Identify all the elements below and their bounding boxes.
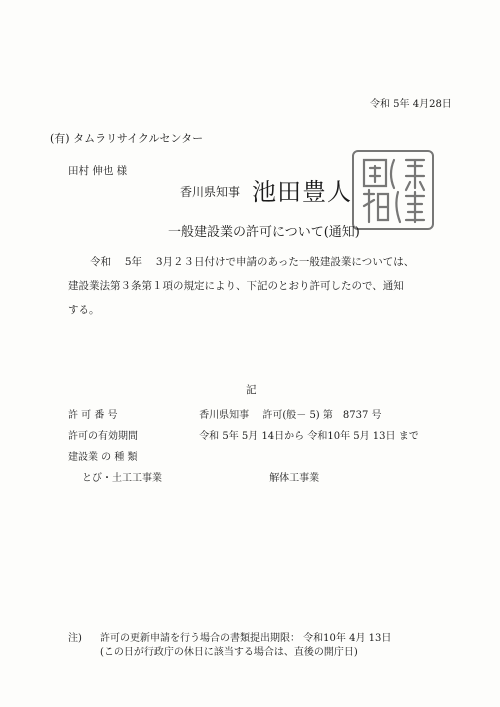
detail-row-permit-number	[68, 406, 448, 421]
detail-value: 解体工事業	[269, 473, 320, 484]
ki-heading: 記	[246, 384, 257, 396]
seal-graphic	[354, 152, 432, 228]
issuer-name: 池田豊人	[252, 178, 352, 206]
body-paragraph	[68, 250, 448, 322]
note-line: (この日が行政庁の休日に該当する場合は、直後の開庁日)	[100, 647, 358, 658]
document-date: 令和 5年 4月28日	[370, 99, 452, 110]
document-subject: 一般建設業の許可について(通知)	[168, 225, 360, 240]
detail-row-validity-period	[68, 427, 448, 442]
detail-row-construction-type	[68, 448, 448, 463]
note-line: 許可の更新申請を行う場合の書類提出期限： 令和10年 4月 13日	[100, 633, 392, 644]
body-line: 令和 5年 3月２３日付けで申請のあった一般建設業については、	[90, 256, 415, 268]
footnote	[68, 632, 391, 660]
detail-label: 許 可 番 号	[68, 410, 118, 421]
detail-label: 許可の有効期間	[68, 431, 138, 442]
recipient-company: (有) タムラリサイクルセンター	[50, 132, 204, 145]
detail-value: 令和 5年 5月 14日から 令和10年 5月 13日 まで	[199, 431, 419, 442]
official-seal-icon	[352, 150, 434, 230]
detail-label: とび・土工工事業	[82, 473, 162, 484]
body-line: 建設業法第３条第１項の規定により、下記のとおり許可したので、通知	[68, 280, 404, 292]
detail-row-construction-kinds	[68, 469, 448, 484]
body-line: する。	[68, 304, 100, 316]
note-mark: 注)	[68, 633, 82, 644]
detail-value: 香川県知事 許可(般－ 5) 第 8737 号	[199, 410, 382, 421]
issuer-title: 香川県知事	[180, 185, 241, 199]
recipient-name: 田村 伸也 様	[68, 165, 128, 177]
detail-label: 建設業 の 種 類	[68, 452, 138, 463]
